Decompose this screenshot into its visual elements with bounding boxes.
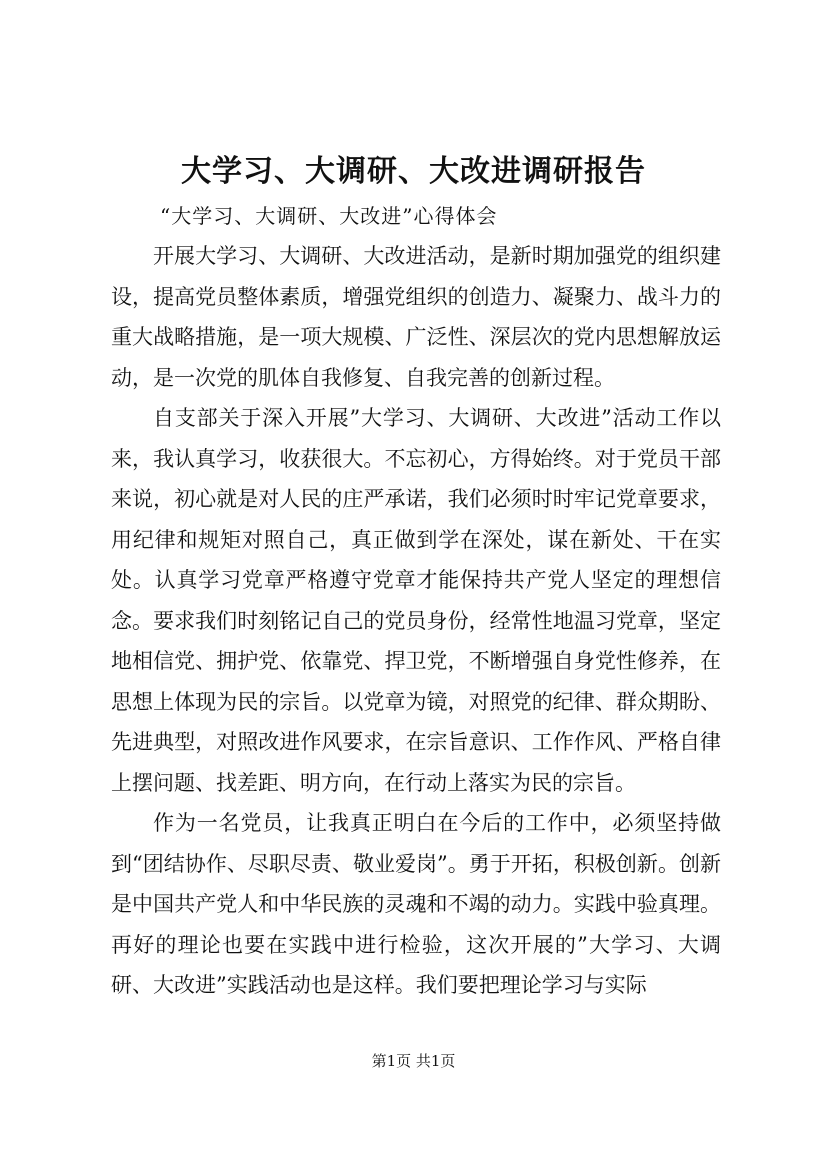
page-footer: 第1页 共1页 xyxy=(371,1052,456,1070)
document-title: 大学习、大调研、大改进调研报告 xyxy=(181,154,646,189)
paragraph: 开展大学习、大调研、大改进活动，是新时期加强党的组织建设，提高党员整体素质，增强党组织的创造力、凝聚力、战斗力的重大战略措施，是一项大规模、广泛性、深层次的党内思想解放运动，是一次党的肌体自我修复、自我完善的创新过程。 xyxy=(111,244,721,390)
paragraph: 作为一名党员，让我真正明白在今后的工作中，必须坚持做到“团结协作、尽职尽责、敬业爱岗”。勇于开拓，积极创新。创新是中国共产党人和中华民族的灵魂和不竭的动力。实践中验真理。再好的理论也要在实践中进行检验，这次开展的”大学习、大调研、大改进”实践活动也是这样。我们要把理论学习与实际 xyxy=(111,811,721,997)
document-body xyxy=(111,236,721,1006)
paragraph: 自支部关于深入开展”大学习、大调研、大改进”活动工作以来，我认真学习，收获很大。不忘初心，方得始终。对于党员干部来说，初心就是对人民的庄严承诺，我们必须时时牢记党章要求，用纪律和规矩对照自己，真正做到学在深处，谋在新处、干在实处。认真学习党章严格遵守党章才能保持共产党人坚定的理想信念。要求我们时刻铭记自己的党员身份，经常性地温习党章，坚定地相信党、拥护党、依靠党、捍卫党，不断增强自身党性修养，在思想上体现为民的宗旨。以党章为镜，对照党的纪律、群众期盼、先进典型，对照改进作风要求，在宗旨意识、工作作风、严格自律上摆问题、找差距、明方向，在行动上落实为民的宗旨。 xyxy=(111,406,721,795)
document-subtitle: “大学习、大调研、大改进”心得体会 xyxy=(160,204,498,228)
